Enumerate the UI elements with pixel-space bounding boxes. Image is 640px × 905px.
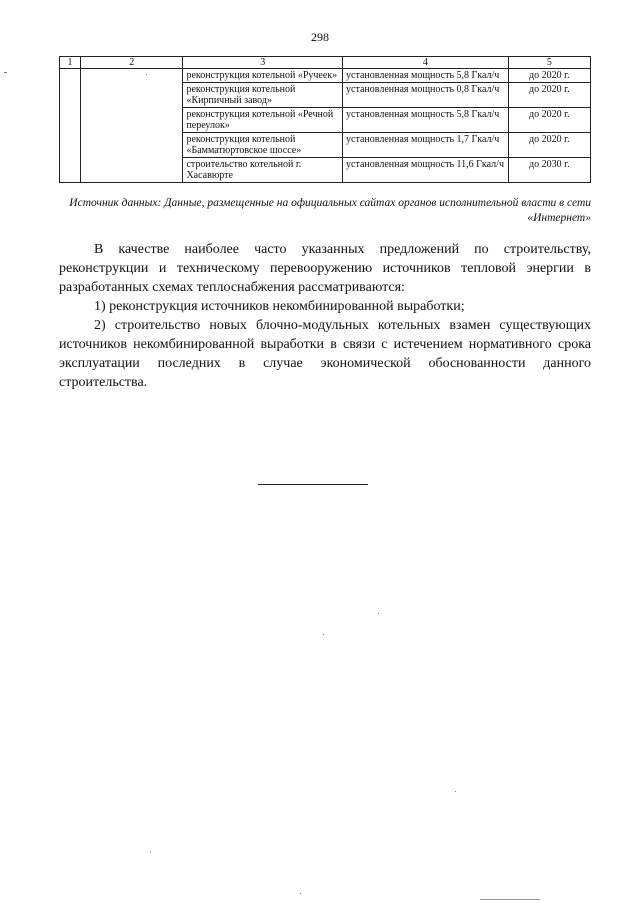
scan-speck: [146, 74, 147, 75]
project-cell: реконструкция котельной «Кирпичный завод»: [183, 83, 343, 108]
scan-speck: [455, 791, 456, 792]
project-cell: реконструкция котельной «Бамматюртовское шоссе»: [183, 133, 343, 158]
table-row: [60, 69, 591, 83]
capacity-cell: установленная мощность 11,6 Гкал/ч: [343, 158, 509, 183]
deadline-cell: до 2030 г.: [508, 158, 590, 183]
scan-speck: [378, 613, 379, 614]
table-header-row: [60, 57, 591, 69]
capacity-cell: установленная мощность 0,8 Гкал/ч: [343, 83, 509, 108]
column-header-2: 2: [81, 57, 183, 69]
body-text: [59, 240, 591, 392]
scan-speck: [150, 851, 151, 852]
page-number: 298: [311, 30, 329, 44]
project-cell: строительство котельной г. Хасавюрте: [183, 158, 343, 183]
deadline-cell: до 2020 г.: [508, 83, 590, 108]
capacity-cell: установленная мощность 5,8 Гкал/ч: [343, 69, 509, 83]
table-cell-col2: [81, 69, 183, 183]
intro-paragraph: В качестве наиболее часто указанных предложений по строительству, реконструкции и техническому перевооружению источников тепловой энергии в разработанных схемах теплоснабжения рассматриваются:: [59, 242, 591, 295]
list-item-1: 1) реконструкция источников некомбинированной выработки;: [94, 299, 465, 314]
scan-speck: [323, 634, 324, 635]
capacity-cell: установленная мощность 1,7 Гкал/ч: [343, 133, 509, 158]
scan-speck: [4, 72, 7, 73]
source-note: Источник данных: Данные, размещенные на официальных сайтах органов исполнительной власти в сети «Интернет»: [69, 197, 591, 224]
scan-speck: [300, 893, 301, 894]
project-cell: реконструкция котельной «Ручеек»: [183, 69, 343, 83]
scan-speck: [480, 899, 540, 900]
capacity-cell: установленная мощность 5,8 Гкал/ч: [343, 108, 509, 133]
deadline-cell: до 2020 г.: [508, 69, 590, 83]
deadline-cell: до 2020 г.: [508, 133, 590, 158]
table-cell-col1: [60, 69, 81, 183]
column-header-5: 5: [508, 57, 590, 69]
project-cell: реконструкция котельной «Речной переулок»: [183, 108, 343, 133]
deadline-cell: до 2020 г.: [508, 108, 590, 133]
boiler-projects-table: [59, 56, 591, 183]
column-header-3: 3: [183, 57, 343, 69]
column-header-1: 1: [60, 57, 81, 69]
list-item-2: 2) строительство новых блочно-модульных котельных взамен существующих источников некомбинированной выработки в связи с истечением нормативного срока эксплуатации последних в случае экономической обоснованности данного строительства.: [59, 318, 591, 390]
column-header-4: 4: [343, 57, 509, 69]
end-divider: [258, 484, 368, 485]
